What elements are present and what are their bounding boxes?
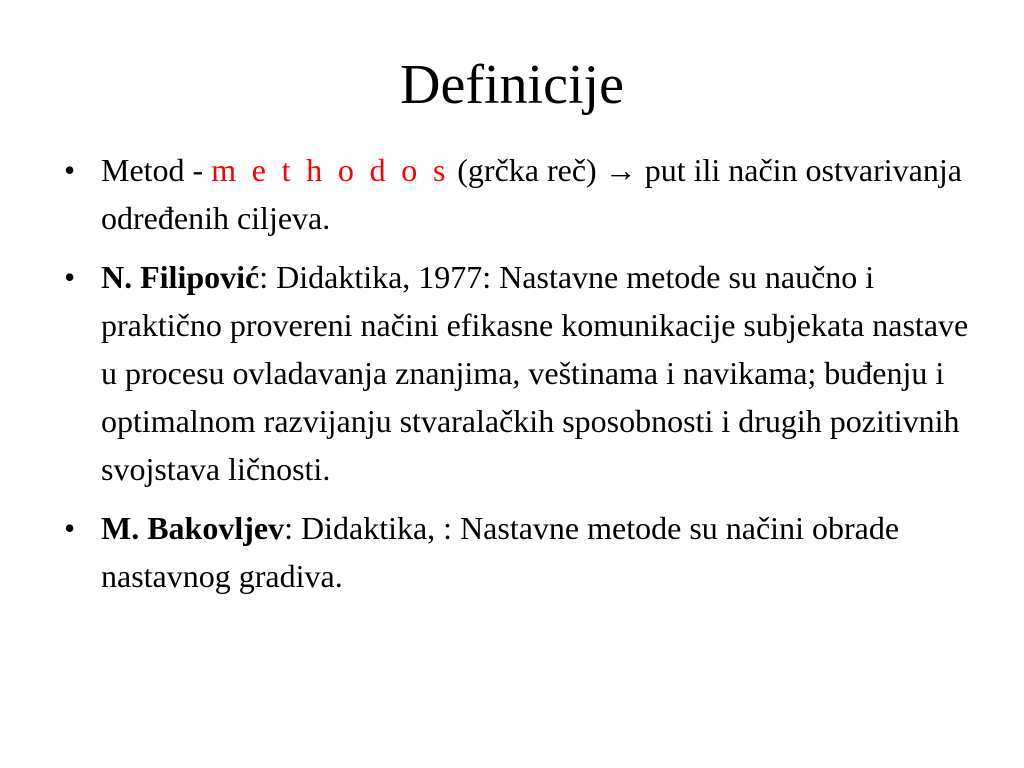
greek-note: (grčka reč) [449,152,605,188]
bullet-icon: • [64,510,76,546]
bakovljev-definition: : Didaktika, : Nastavne metode su načini obrade nastavnog gradiva. [101,510,900,594]
bullet-item-bakovljev [56,504,976,600]
metod-label: Metod - [101,152,212,188]
author-filipovic: N. Filipović [101,259,260,295]
slide-title: Definicije [400,54,624,116]
filipovic-definition: : Didaktika, 1977: Nastavne metode su naučno i praktično provereni načini efikasne komunikacije subjekata nastave u procesu ovladavanja znanjima, veštinama i navikama; buđenju i optimalnom razvijanju stvaralačkih sposobnosti i drugih pozitivnih svojstava ličnosti. [101,259,969,487]
bullet-list [56,146,976,611]
bullet-item-filipovic [56,253,976,493]
greek-term: m e t h o d o s [211,152,450,188]
metod-definition: put ili način ostvarivanja određenih ciljeva. [101,152,962,236]
author-bakovljev: M. Bakovljev [101,510,285,546]
bullet-icon: • [64,152,76,188]
bullet-icon: • [64,259,76,295]
bullet-item-metod [56,146,976,242]
arrow-icon: → [604,152,637,188]
